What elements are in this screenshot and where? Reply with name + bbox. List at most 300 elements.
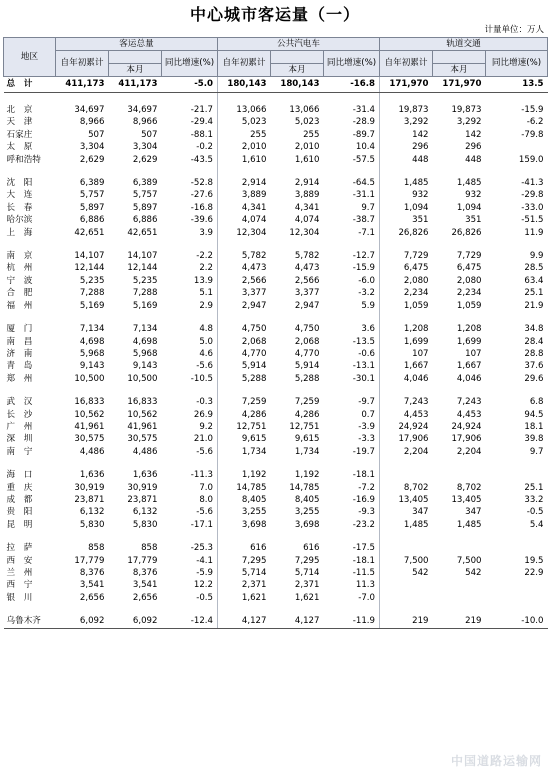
cell-value: 42,651 [127,227,158,238]
group-spacer [4,385,548,396]
header-ytd: 自年初累计 [56,51,109,77]
cell-value: 8,966 [79,117,105,128]
cell-value: -3.3 [324,433,380,445]
cell-value: 4,486 [132,446,158,457]
table-row [4,189,548,201]
region-name: 总 计 [4,77,56,93]
cell-value: -23.2 [324,519,380,531]
region-name: 乌鲁木齐 [4,615,56,628]
cell-value: 2,656 [132,592,158,603]
cell-value: 5.9 [324,300,380,312]
cell-value: -5.6 [162,360,218,372]
cell-value: 351 [465,215,482,226]
cell-value: -79.8 [521,129,544,140]
cell-value: -0.5 [162,592,218,604]
cell-value: 13,405 [451,494,482,505]
cell-value: 23,871 [127,494,158,505]
cell-value: 171,970 [380,77,433,93]
header-rail: 轨道交通 [380,38,548,51]
region-name: 天 津 [6,117,33,128]
region-name: 杭 州 [6,263,33,274]
cell-value [433,542,486,554]
cell-value: 24,924 [398,421,429,432]
header-yoy: 同比增速(%) [324,51,380,77]
cell-value: 2,234 [456,288,482,299]
cell-value: -15.9 [324,262,380,274]
cell-value: 171,970 [433,77,486,93]
cell-value: 3.6 [324,323,380,335]
cell-value: 8,405 [241,494,267,505]
cell-value: 17,906 [398,434,429,445]
cell-value: -9.3 [324,506,380,518]
cell-value: -31.1 [324,189,380,201]
cell-value [486,592,548,604]
cell-value: 26,826 [398,227,429,238]
cell-value: 2,068 [294,336,320,347]
cell-value: 7,243 [403,397,429,408]
cell-value: 5,914 [241,361,267,372]
cell-value: -39.6 [162,214,218,226]
cell-value: 29.6 [524,373,544,384]
cell-value: 107 [465,348,482,359]
cell-value: 5.0 [162,336,218,348]
cell-value: 5,897 [132,202,158,213]
cell-value: 4,698 [132,336,158,347]
cell-value: 28.4 [524,336,544,347]
header-month: 本月 [271,64,324,77]
cell-value: 2,914 [241,178,267,189]
cell-value: 1,699 [456,336,482,347]
cell-value: 39.8 [524,434,544,445]
cell-value: -7.0 [324,592,380,604]
cell-value: 6,132 [79,507,105,518]
cell-value: 23,871 [74,494,105,505]
header-ytd: 自年初累计 [380,51,433,77]
watermark: 中国道路运输网 [450,754,542,768]
table-row [4,262,548,274]
cell-value: 347 [412,507,429,518]
cell-value: 19.5 [524,555,544,566]
cell-value: 3,292 [403,117,429,128]
cell-value: 12,751 [289,421,320,432]
cell-value: -11.5 [324,567,380,579]
cell-value: 1,485 [456,519,482,530]
cell-value [380,542,433,554]
cell-value: 858 [88,543,105,554]
table-row [4,177,548,189]
cell-value: 8,376 [132,568,158,578]
cell-value: 1,192 [294,470,320,481]
cell-value: 0.7 [324,409,380,421]
cell-value: 5,288 [294,373,320,384]
cell-value: 4,341 [241,202,267,213]
cell-value: 18.1 [524,421,544,432]
cell-value: 12,751 [236,421,267,432]
cell-value: 2,371 [294,580,320,591]
cell-value: 7,729 [456,251,482,262]
region-name: 武 汉 [6,397,33,408]
cell-value: 1,192 [241,470,267,481]
region-name: 哈尔滨 [6,215,33,226]
cell-value: -7.2 [324,482,380,494]
cell-value: 19,873 [451,105,482,115]
cell-value: 5,235 [79,275,105,286]
table-row [4,227,548,239]
cell-value: 4,750 [294,324,320,335]
cell-value: -10.5 [162,373,218,385]
cell-value: 30,919 [127,482,158,493]
cell-value: 34,697 [127,105,158,115]
cell-value: 10,562 [74,409,105,420]
cell-value: 5,714 [294,568,320,578]
region-name: 北 京 [6,105,33,115]
cell-value: 25.1 [524,288,544,299]
cell-value: 1,699 [403,336,429,347]
cell-value: 255 [303,129,320,140]
region-name: 上 海 [6,227,33,238]
cell-value: 5,897 [79,202,105,213]
cell-value: 5,782 [241,251,267,262]
cell-value: 1,610 [294,154,320,165]
region-name: 郑 州 [6,373,33,384]
cell-value: 1,667 [456,361,482,372]
cell-value: 4,698 [79,336,105,347]
table-row [4,129,548,141]
cell-value: -17.1 [162,519,218,531]
cell-value: 7,295 [241,555,267,566]
cell-value: 1,094 [403,202,429,213]
cell-value: 1,621 [241,592,267,603]
cell-value [433,469,486,481]
table-row [4,396,548,408]
cell-value: 7,500 [403,555,429,566]
cell-value: -5.6 [162,506,218,518]
cell-value: 4,770 [294,348,320,359]
table-row [4,104,548,116]
cell-value: -57.5 [324,154,380,166]
cell-value: 9.9 [529,251,544,262]
cell-value: 1,636 [79,470,105,481]
cell-value: -21.7 [162,104,218,116]
cell-value [486,542,548,554]
cell-value: 22.9 [524,568,544,578]
cell-value: 4,750 [241,324,267,335]
cell-value: 42,651 [74,227,105,238]
cell-value: 11.9 [524,227,544,238]
table-row [4,360,548,372]
cell-value: -33.0 [521,202,544,213]
page-title: 中心城市客运量（一） [189,5,360,24]
table-row [4,579,548,591]
cell-value: 17,906 [451,434,482,445]
header-total-volume: 客运总量 [56,38,218,51]
cell-value: 542 [465,568,482,578]
cell-value: 4,046 [403,373,429,384]
region-name: 宁 波 [6,275,33,286]
table-row [4,555,548,567]
cell-value: 9.7 [324,202,380,214]
cell-value: 3,698 [241,519,267,530]
cell-value: 5,169 [132,300,158,311]
cell-value: 2,656 [79,592,105,603]
group-spacer [4,531,548,542]
cell-value: 3,304 [79,142,105,153]
cell-value: 2.9 [162,300,218,312]
group-spacer [4,239,548,250]
cell-value: 4,127 [271,615,324,628]
cell-value: 34.8 [524,324,544,335]
cell-value: 4,453 [456,409,482,420]
region-name: 石家庄 [6,129,33,140]
cell-value [433,592,486,604]
group-spacer [4,166,548,177]
cell-value: -16.9 [324,494,380,506]
cell-value: 4,074 [241,215,267,226]
cell-value: 2,629 [79,154,105,165]
region-name: 长 沙 [6,409,33,420]
cell-value: 5,914 [294,361,320,372]
cell-value: 9.2 [162,421,218,433]
table-row [4,154,548,166]
cell-value: -10.0 [486,615,548,628]
region-name: 贵 阳 [6,507,33,518]
cell-value: 1,667 [403,361,429,372]
region-name: 厦 门 [6,324,33,335]
cell-value: 4,286 [241,409,267,420]
cell-value: 858 [141,543,158,554]
cell-value: 1,208 [403,324,429,335]
cell-value: 5,235 [132,275,158,286]
cell-value: 4,770 [241,348,267,359]
cell-value: -31.4 [324,104,380,116]
cell-value: 6,389 [79,178,105,189]
cell-value: 507 [141,129,158,140]
cell-value: 5,830 [79,519,105,530]
cell-value: -16.8 [324,77,380,93]
cell-value: 7.0 [162,482,218,494]
cell-value: -29.8 [521,190,544,201]
cell-value: 9,143 [79,361,105,372]
header-month: 本月 [109,64,162,77]
cell-value [486,579,548,591]
cell-value: 3,541 [79,580,105,591]
cell-value: -29.4 [162,116,218,128]
table-row [4,336,548,348]
cell-value: 10.4 [324,141,380,153]
cell-value: 2,566 [294,275,320,286]
cell-value: -51.5 [521,215,544,226]
cell-value: -11.9 [324,615,380,628]
cell-value [486,141,548,153]
cell-value: 255 [250,129,267,140]
table-row [4,348,548,360]
cell-value: 411,173 [109,77,162,93]
cell-value: -13.5 [324,336,380,348]
cell-value: 9,615 [241,434,267,445]
cell-value: 932 [465,190,482,201]
cell-value [486,469,548,481]
cell-value: 3,304 [132,142,158,153]
cell-value: 9.7 [529,446,544,457]
cell-value: 12,144 [74,263,105,274]
table-row [4,592,548,604]
cell-value: 616 [303,543,320,554]
table-row [4,250,548,262]
table-row [4,469,548,481]
table-row [4,214,548,226]
cell-value: 2,234 [403,288,429,299]
cell-value: -3.9 [324,421,380,433]
region-name: 呼和浩特 [6,154,41,165]
cell-value: 30,919 [74,482,105,493]
cell-value: 26.9 [162,409,218,421]
region-name: 西 宁 [6,580,33,591]
cell-value: -11.3 [162,469,218,481]
cell-value: 351 [412,215,429,226]
region-name: 福 州 [6,300,33,311]
cell-value: -30.1 [324,373,380,385]
cell-value [380,469,433,481]
table-row [4,433,548,445]
cell-value: 3,889 [294,190,320,201]
region-name: 西 安 [6,555,33,566]
region-name: 银 川 [6,592,33,603]
cell-value: 142 [412,129,429,140]
cell-value: 219 [380,615,433,628]
cell-value: 6.8 [529,397,544,408]
cell-value: 1,734 [241,446,267,457]
table-row [4,542,548,554]
cell-value: 180,143 [271,77,324,93]
cell-value: 5,757 [79,190,105,201]
cell-value: -3.2 [324,287,380,299]
cell-value: 9,615 [294,434,320,445]
cell-value: 13,066 [289,105,320,115]
cell-value: -5.9 [162,567,218,579]
cell-value: 5,288 [241,373,267,384]
cell-value: 14,107 [74,251,105,262]
cell-value: 8.0 [162,494,218,506]
cell-value: 2,068 [241,336,267,347]
cell-value: 4.8 [162,323,218,335]
cell-value: 28.5 [524,263,544,274]
cell-value: 7,500 [456,555,482,566]
cell-value: 2,629 [132,154,158,165]
cell-value: 2.2 [162,262,218,274]
cell-value: 3,698 [294,519,320,530]
cell-value: 2,947 [241,300,267,311]
cell-value: 3.9 [162,227,218,239]
cell-value: 30,575 [74,434,105,445]
region-name: 青 岛 [6,361,33,372]
cell-value: 10,500 [127,373,158,384]
cell-value: -13.1 [324,360,380,372]
cell-value: 63.4 [524,275,544,286]
cell-value: 13,066 [236,105,267,115]
cell-value: 5,169 [79,300,105,311]
cell-value: 12,304 [289,227,320,238]
cell-value: 4.6 [162,348,218,360]
cell-value: 5,968 [132,348,158,359]
cell-value: 2,947 [294,300,320,311]
cell-value: 2,566 [241,275,267,286]
cell-value: 2,914 [294,178,320,189]
cell-value: 6,475 [456,263,482,274]
cell-value: 7,134 [132,324,158,335]
cell-value: 5,714 [241,568,267,578]
passenger-volume-table [3,37,547,629]
cell-value: -12.4 [162,615,218,628]
cell-value: 13,405 [398,494,429,505]
cell-value: -25.3 [162,542,218,554]
table-row [4,494,548,506]
table-row [4,519,548,531]
cell-value: 5,968 [79,348,105,359]
cell-value: 28.8 [524,348,544,359]
cell-value: 14,785 [236,482,267,493]
cell-value: 11.3 [324,579,380,591]
table-row [4,373,548,385]
header-yoy: 同比增速(%) [162,51,218,77]
cell-value: -0.5 [526,507,544,518]
cell-value: 4,341 [294,202,320,213]
table-row [4,482,548,494]
cell-value: 4,473 [241,263,267,274]
cell-value: 19,873 [398,105,429,115]
cell-value: -4.1 [162,555,218,567]
cell-value: 14,785 [289,482,320,493]
cell-value: 24,924 [451,421,482,432]
cell-value: 347 [465,507,482,518]
cell-value: 5.1 [162,287,218,299]
cell-value: 41,961 [127,421,158,432]
table-row [4,275,548,287]
cell-value: -17.5 [324,542,380,554]
cell-value: 7,243 [456,397,482,408]
cell-value: 7,288 [132,288,158,299]
header-bus: 公共汽电车 [218,38,380,51]
table-row [4,615,548,628]
table-row [4,116,548,128]
table-row [4,323,548,335]
cell-value: 10,562 [127,409,158,420]
cell-value: 3,541 [132,580,158,591]
region-name: 广 州 [6,421,33,432]
header-month: 本月 [433,64,486,77]
cell-value: 616 [250,543,267,554]
cell-value: 6,092 [56,615,109,628]
cell-value: 8,966 [132,117,158,128]
cell-value: 296 [412,142,429,153]
cell-value: 7,295 [294,555,320,566]
cell-value: -43.5 [162,154,218,166]
cell-value: -5.6 [162,446,218,458]
cell-value: -5.0 [162,77,218,93]
cell-value: -88.1 [162,129,218,141]
group-spacer [4,93,548,105]
cell-value: 411,173 [56,77,109,93]
cell-value: 9,143 [132,361,158,372]
cell-value: 12.2 [162,579,218,591]
region-name: 沈 阳 [6,178,33,189]
region-name: 济 南 [6,348,33,359]
cell-value: 8,405 [294,494,320,505]
header-ytd: 自年初累计 [218,51,271,77]
cell-value: 296 [465,142,482,153]
cell-value: 10,500 [74,373,105,384]
cell-value: 2,204 [456,446,482,457]
cell-value: 2,204 [403,446,429,457]
